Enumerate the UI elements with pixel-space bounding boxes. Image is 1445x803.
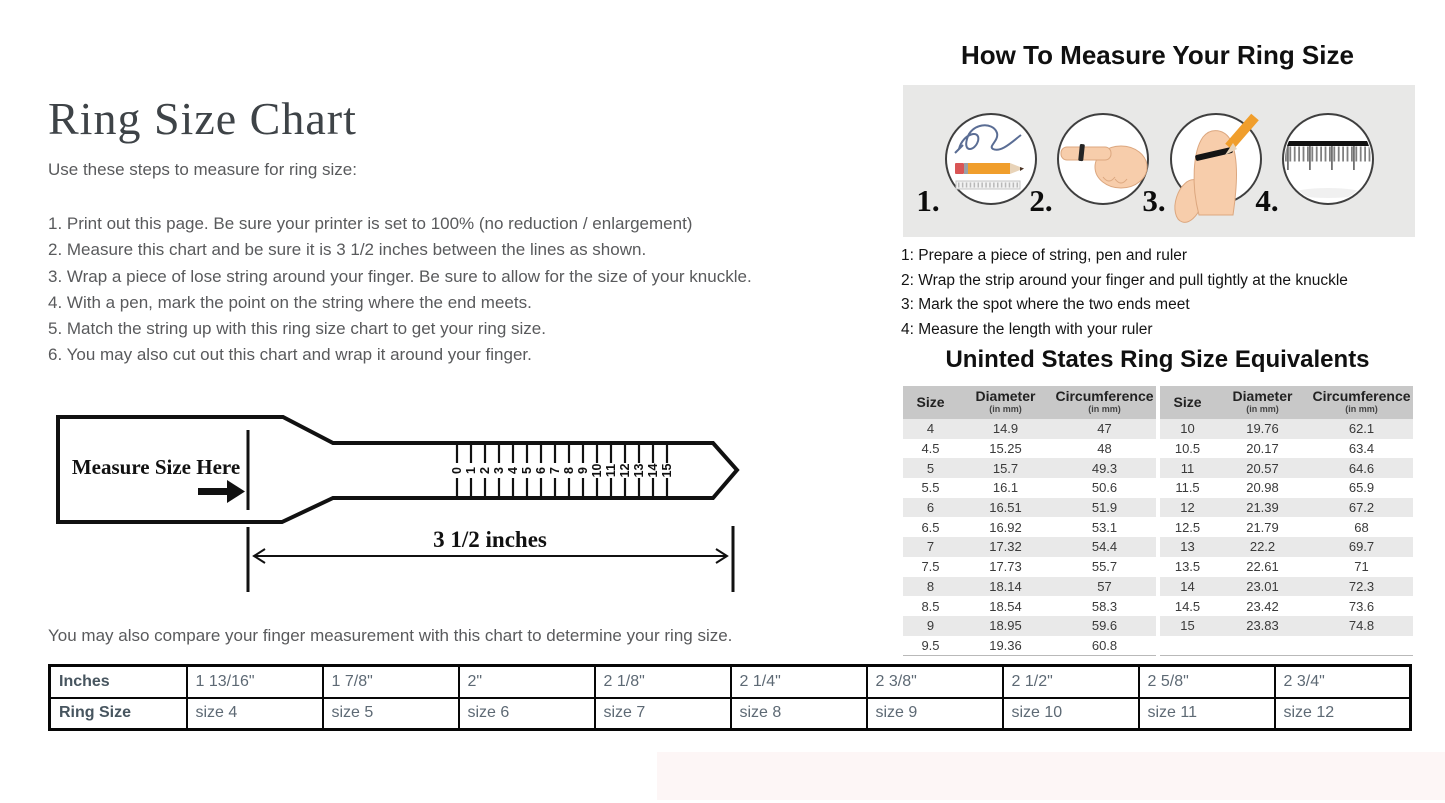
table-cell: 11.5	[1175, 480, 1200, 496]
table-cell: 2 5/8"	[1139, 666, 1275, 698]
how-to-measure-title: How To Measure Your Ring Size	[961, 40, 1354, 70]
table-cell: 2 3/8"	[867, 666, 1003, 698]
table-cell: 15	[1160, 616, 1215, 636]
table-cell: 17.32	[958, 537, 1053, 557]
table-cell: 5	[903, 458, 958, 478]
table-row	[903, 596, 1156, 616]
table-cell: 15.7	[958, 458, 1053, 478]
scale-number: 7	[548, 467, 562, 474]
table-cell	[1310, 636, 1413, 656]
table-row	[903, 517, 1156, 537]
table-cell: 14.9	[958, 419, 1053, 439]
table-cell: 7.5	[921, 559, 940, 575]
table-cell: 72.3	[1310, 577, 1413, 597]
table-cell: 67.2	[1310, 498, 1413, 518]
table-row	[1160, 616, 1413, 636]
table-cell: 8.5	[921, 598, 940, 614]
col-header-diameter: Diameter (in mm)	[1215, 386, 1310, 419]
scale-number: 2	[478, 467, 492, 474]
table-cell: 9.5	[921, 637, 940, 653]
table-cell: 19.76	[1215, 419, 1310, 439]
ring-size-row	[50, 698, 1411, 730]
table-row	[903, 616, 1156, 636]
table-cell: 9	[903, 616, 958, 636]
table-cell: 1 7/8"	[323, 666, 459, 698]
table-cell: 12	[1160, 498, 1215, 518]
table-row	[1160, 517, 1413, 537]
table-cell: 2 1/2"	[1003, 666, 1139, 698]
table-cell: 20.17	[1246, 441, 1279, 457]
table-cell	[1215, 636, 1310, 656]
table-header-row	[1160, 386, 1413, 419]
table-cell: 57	[1053, 577, 1156, 597]
step-line: 4. With a pen, mark the point on the string where the end meets.	[48, 292, 532, 312]
table-cell: 12.5	[1174, 519, 1201, 535]
table-row	[1160, 498, 1413, 518]
table-row	[1160, 577, 1413, 597]
table-row-empty	[1160, 636, 1413, 656]
table-cell: 19.36	[989, 637, 1022, 653]
table-cell: 58.3	[1091, 598, 1118, 614]
table-cell: 23.83	[1215, 616, 1310, 636]
scale-number: 3	[492, 467, 506, 474]
table-cell: size 11	[1139, 698, 1275, 730]
table-row	[903, 458, 1156, 478]
table-cell: size 12	[1275, 698, 1411, 730]
table-cell: 21.39	[1215, 498, 1310, 518]
table-header-row	[903, 386, 1156, 419]
table-row	[1160, 596, 1413, 616]
table-cell: 23.01	[1215, 577, 1310, 597]
table-cell: 51.9	[1053, 498, 1156, 518]
table-cell: 2 3/4"	[1275, 666, 1411, 698]
table-cell	[1160, 636, 1215, 656]
table-cell: 10.5	[1174, 441, 1201, 457]
table-cell: 16.92	[989, 519, 1022, 535]
scale-number: 13	[632, 463, 646, 478]
scale-number: 1	[464, 467, 478, 474]
how-to-steps-list	[901, 244, 1348, 342]
ring-sizer-diagram	[48, 408, 748, 603]
table-row	[903, 498, 1156, 518]
col-header-diameter: Diameter (in mm)	[958, 386, 1053, 419]
table-cell: size 9	[867, 698, 1003, 730]
scale-number: 8	[562, 467, 576, 474]
table-cell: 4.5	[921, 441, 940, 457]
table-cell: 4	[903, 419, 958, 439]
table-cell: 2"	[459, 666, 595, 698]
intro-text: Use these steps to measure for ring size:	[48, 160, 357, 179]
step-line: 1: Prepare a piece of string, pen and ruler	[901, 247, 1188, 264]
scale-number: 12	[618, 463, 632, 478]
table-row	[1160, 458, 1413, 478]
step-line: 2. Measure this chart and be sure it is 3 1/2 inches between the lines as shown.	[48, 240, 647, 260]
table-row	[1160, 439, 1413, 459]
measuring-steps-list	[48, 211, 752, 369]
table-cell: size 5	[323, 698, 459, 730]
table-cell: size 7	[595, 698, 731, 730]
table-cell: 64.6	[1310, 458, 1413, 478]
table-row	[903, 478, 1156, 498]
table-cell: 69.7	[1310, 537, 1413, 557]
table-cell: 10	[1160, 419, 1215, 439]
table-cell: 60.8	[1091, 637, 1118, 653]
table-row	[1160, 537, 1413, 557]
table-cell: size 10	[1003, 698, 1139, 730]
inches-row-label: Inches	[50, 666, 187, 698]
table-cell: 50.6	[1091, 480, 1118, 496]
step-line: 3: Mark the spot where the two ends meet	[901, 296, 1190, 314]
col-header-size: Size	[1160, 386, 1215, 419]
table-cell: 59.6	[1053, 616, 1156, 636]
table-cell: 47	[1053, 419, 1156, 439]
step-line: 4: Measure the length with your ruler	[901, 320, 1153, 338]
table-cell: 20.98	[1246, 480, 1279, 496]
table-cell: 11	[1160, 458, 1215, 478]
table-row	[1160, 419, 1413, 439]
table-cell: 18.95	[958, 616, 1053, 636]
scale-number: 11	[604, 463, 618, 478]
table-cell: size 6	[459, 698, 595, 730]
step4-number: 4.	[1255, 183, 1279, 218]
scale-number: 0	[450, 467, 464, 474]
table-cell: 74.8	[1310, 616, 1413, 636]
scale-number: 9	[576, 467, 590, 474]
table-cell: 71	[1354, 559, 1369, 575]
table-cell: 16.1	[992, 480, 1019, 496]
table-row	[903, 636, 1156, 656]
dimension-label: 3 1/2 inches	[433, 527, 547, 552]
scale-number: 6	[534, 467, 548, 474]
step-line: 3. Wrap a piece of lose string around your finger. Be sure to allow for the size of your knuckle.	[48, 266, 752, 286]
us-ring-size-table-left	[903, 386, 1156, 656]
ring-size-row-label: Ring Size	[50, 698, 187, 730]
scale-number: 14	[646, 463, 660, 478]
table-cell: 7	[903, 537, 958, 557]
scale-number: 15	[660, 463, 674, 478]
table-cell: 14	[1160, 577, 1215, 597]
us-ring-size-table-right	[1160, 386, 1413, 656]
scale-number: 10	[590, 463, 604, 478]
how-to-measure-illustrations	[903, 85, 1415, 237]
table-cell: 14.5	[1174, 598, 1201, 614]
table-cell: 18.54	[989, 598, 1022, 614]
col-header-circumference: Circumference (in mm)	[1310, 386, 1413, 419]
col-header-size: Size	[903, 386, 958, 419]
table-cell: 18.14	[958, 577, 1053, 597]
table-cell: 68	[1354, 519, 1369, 535]
table-cell: 15.25	[989, 441, 1022, 457]
table-cell: 2 1/8"	[595, 666, 731, 698]
table-cell: 5.5	[921, 480, 940, 496]
table-cell: 53.1	[1091, 519, 1118, 535]
measure-size-here-label: Measure Size Here	[71, 455, 241, 479]
table-row	[903, 577, 1156, 597]
table-cell: 65.9	[1348, 480, 1375, 496]
scale-number: 4	[506, 467, 520, 474]
table-cell: 21.79	[1246, 519, 1279, 535]
table-cell: 22.61	[1246, 559, 1279, 575]
table-cell: 73.6	[1348, 598, 1375, 614]
table-row	[1160, 478, 1413, 498]
step-line: 2: Wrap the strip around your finger and pull tightly at the knuckle	[901, 271, 1348, 289]
step2-number: 2.	[1029, 183, 1053, 218]
compare-note: You may also compare your finger measurement with this chart to determine your ring size.	[48, 626, 733, 645]
scale-number: 5	[520, 467, 534, 474]
table-cell: 63.4	[1348, 441, 1375, 457]
col-header-circumference: Circumference (in mm)	[1053, 386, 1156, 419]
step-line: 1. Print out this page. Be sure your printer is set to 100% (no reduction / enlargement)	[48, 214, 693, 233]
table-cell: 54.4	[1053, 537, 1156, 557]
table-row	[903, 419, 1156, 439]
table-cell: 2 1/4"	[731, 666, 867, 698]
table-cell: 6.5	[921, 519, 940, 535]
table-cell: 16.51	[958, 498, 1053, 518]
footer-tint	[657, 752, 1445, 800]
table-cell: 17.73	[989, 559, 1022, 575]
inches-row	[50, 666, 1411, 698]
table-cell: 20.57	[1215, 458, 1310, 478]
table-row	[1160, 557, 1413, 577]
step-line: 6. You may also cut out this chart and wrap it around your finger.	[48, 345, 532, 365]
table-cell: 22.2	[1215, 537, 1310, 557]
equivalents-title: Uninted States Ring Size Equivalents	[945, 346, 1370, 373]
table-row	[903, 557, 1156, 577]
table-cell: size 8	[731, 698, 867, 730]
table-cell: 23.42	[1246, 598, 1279, 614]
table-cell: 6	[903, 498, 958, 518]
table-cell: 49.3	[1053, 458, 1156, 478]
step-line: 5. Match the string up with this ring size chart to get your ring size.	[48, 319, 546, 339]
inches-to-ring-size-table	[48, 664, 1412, 731]
table-cell: 8	[903, 577, 958, 597]
table-row	[903, 439, 1156, 459]
table-cell: size 4	[187, 698, 323, 730]
table-cell: 13.5	[1174, 559, 1201, 575]
step1-number: 1.	[916, 183, 940, 218]
table-row	[903, 537, 1156, 557]
page-title: Ring Size Chart	[48, 93, 357, 144]
table-cell: 55.7	[1091, 559, 1118, 575]
step3-number: 3.	[1142, 183, 1166, 218]
table-cell: 13	[1160, 537, 1215, 557]
table-cell: 1 13/16"	[187, 666, 323, 698]
table-cell: 62.1	[1310, 419, 1413, 439]
table-cell: 48	[1097, 441, 1112, 457]
